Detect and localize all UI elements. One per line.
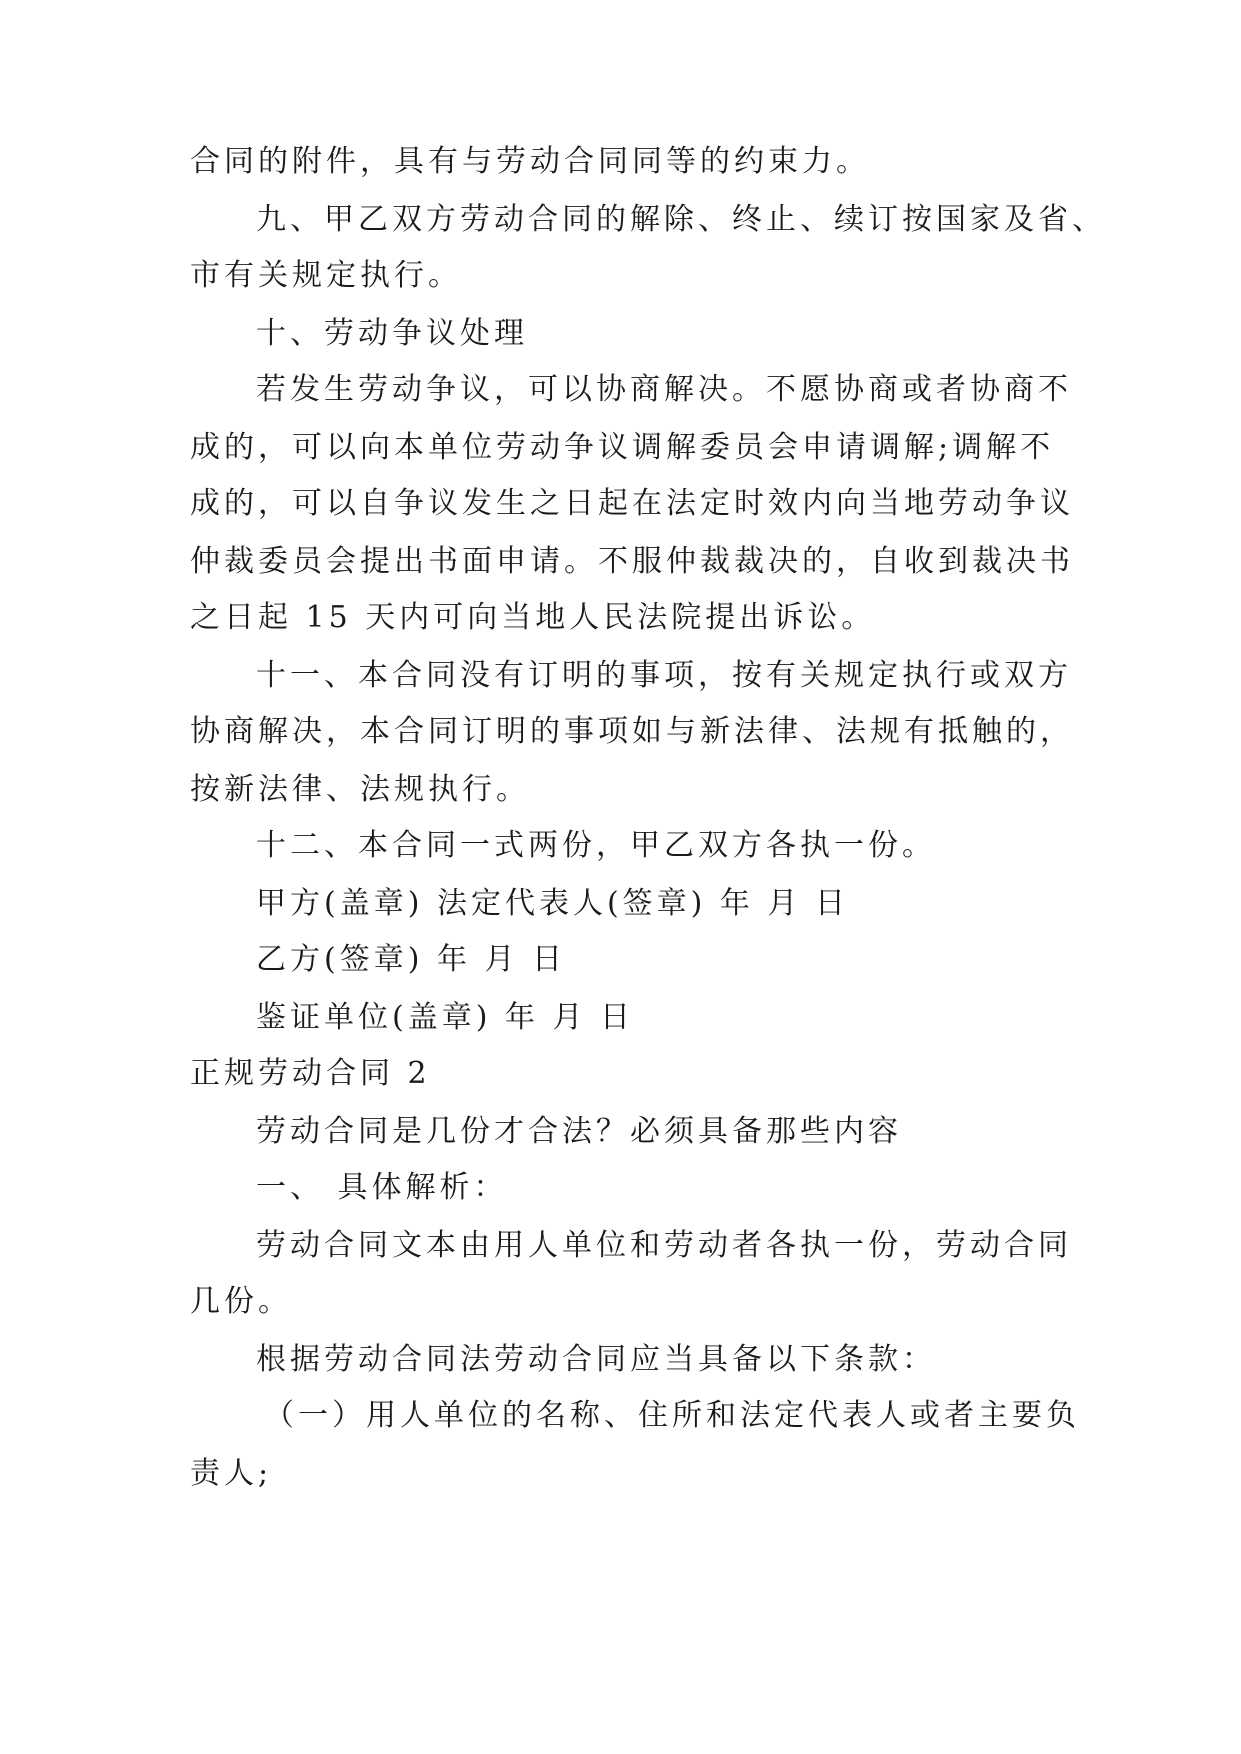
text-line-9: 之日起 15 天内可向当地人民法院提出诉讼。 xyxy=(190,600,876,635)
text-line-8: 仲裁委员会提出书面申请。不服仲裁裁决的，自收到裁决书 xyxy=(190,544,1074,579)
text-line-3: 市有关规定执行。 xyxy=(190,258,462,293)
text-line-7: 成的，可以自争议发生之日起在法定时效内向当地劳动争议 xyxy=(190,486,1074,521)
text-line-6: 成的，可以向本单位劳动争议调解委员会申请调解;调解不 xyxy=(190,430,1055,465)
text-line-13: 十二、本合同一式两份，甲乙双方各执一份。 xyxy=(256,828,936,863)
signature-line-witness: 鉴证单位(盖章) 年 月 日 xyxy=(256,1000,635,1035)
text-line-12: 按新法律、法规执行。 xyxy=(190,772,530,807)
text-line-21: 几份。 xyxy=(190,1284,292,1319)
text-line-23: （一）用人单位的名称、住所和法定代表人或者主要负 xyxy=(264,1398,1080,1433)
text-line-10: 十一、本合同没有订明的事项，按有关规定执行或双方 xyxy=(256,658,1072,693)
section-heading: 正规劳动合同 2 xyxy=(190,1056,431,1091)
text-line-11: 协商解决，本合同订明的事项如与新法律、法规有抵触的， xyxy=(190,714,1074,749)
text-line-19: 一、 具体解析： xyxy=(256,1170,508,1205)
text-line-4: 十、劳动争议处理 xyxy=(256,316,528,351)
text-line-18: 劳动合同是几份才合法？必须具备那些内容 xyxy=(256,1114,902,1149)
text-line-20: 劳动合同文本由用人单位和劳动者各执一份，劳动合同 xyxy=(256,1228,1072,1263)
text-line-2: 九、甲乙双方劳动合同的解除、终止、续订按国家及省、 xyxy=(256,202,1106,237)
text-line-1: 合同的附件，具有与劳动合同同等的约束力。 xyxy=(190,144,870,179)
text-line-22: 根据劳动合同法劳动合同应当具备以下条款： xyxy=(256,1342,936,1377)
signature-line-party-b: 乙方(签章) 年 月 日 xyxy=(256,942,567,977)
text-line-5: 若发生劳动争议，可以协商解决。不愿协商或者协商不 xyxy=(256,372,1072,407)
signature-line-party-a: 甲方(盖章) 法定代表人(签章) 年 月 日 xyxy=(256,886,849,921)
text-line-24: 责人; xyxy=(190,1456,273,1491)
